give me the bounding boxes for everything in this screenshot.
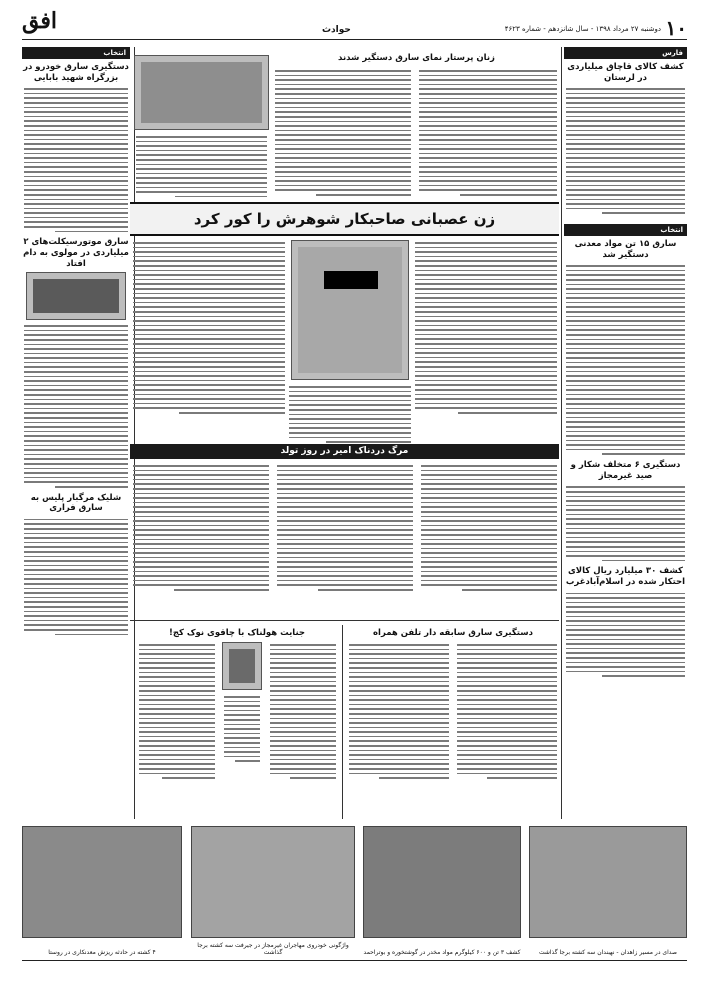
article-body bbox=[275, 463, 415, 593]
article-title: جنایت هولناک با چاقوی نوک کج! bbox=[168, 628, 306, 638]
article-body bbox=[131, 240, 287, 416]
photo-caption: صدای در مسیر زاهدان - نهبندان سه کشته برجا گذاشت bbox=[538, 949, 677, 956]
news-photo bbox=[363, 826, 521, 938]
photo-caption: کشف ۳ تن و ۶۰۰ کیلوگرم مواد مخدر در گوشتخوره و بوتراحمد bbox=[363, 949, 521, 956]
article-title: زنان پرستار نمای سارق دستگیر شدند bbox=[338, 53, 495, 63]
issue-info: دوشنبه ۲۷ مرداد ۱۳۹۸ - سال شانزدهم - شماره ۴۶۲۳ bbox=[504, 25, 661, 33]
news-photo bbox=[134, 55, 269, 130]
article-body bbox=[419, 463, 559, 593]
page-number: ۱۰ bbox=[665, 16, 687, 40]
article-divider bbox=[130, 620, 559, 621]
article-body bbox=[137, 642, 217, 781]
page-header bbox=[22, 8, 687, 40]
news-photo bbox=[191, 826, 355, 938]
article-body bbox=[564, 86, 687, 216]
suspect-photo bbox=[291, 240, 409, 380]
article-body bbox=[268, 642, 338, 781]
column-divider bbox=[342, 625, 343, 819]
victim-photo bbox=[222, 642, 262, 690]
section-tag: انتخاب bbox=[22, 47, 130, 59]
article-body bbox=[417, 68, 559, 198]
photo-card bbox=[22, 826, 182, 956]
news-photo bbox=[22, 826, 182, 938]
article-body bbox=[287, 384, 413, 445]
news-photo bbox=[26, 272, 126, 320]
news-photo bbox=[529, 826, 687, 938]
article-body bbox=[134, 134, 269, 199]
left-column bbox=[22, 47, 130, 819]
article-title: کشف کالای قاچاق میلیاردی در لرستان bbox=[567, 62, 684, 83]
photo-card bbox=[529, 826, 687, 956]
right-column bbox=[564, 47, 687, 819]
article-body bbox=[22, 323, 130, 489]
footer-rule bbox=[22, 960, 687, 961]
article-body bbox=[22, 517, 130, 637]
article-title: دستگیری سارق خودرو در بزرگراه شهید بابایی bbox=[23, 62, 129, 83]
article-body bbox=[131, 463, 271, 593]
article-title: سارق ۱۵ تن مواد معدنی دستگیر شد bbox=[574, 238, 677, 260]
article-body bbox=[455, 642, 559, 781]
article-body bbox=[413, 240, 559, 416]
column-divider bbox=[561, 47, 562, 819]
photo-caption: واژگونی خودروی مهاجران غیرمجاز در جیرفت سه کشته برجا گذاشت bbox=[197, 942, 349, 956]
photo-card bbox=[363, 826, 521, 956]
article-body bbox=[22, 86, 130, 234]
article-body bbox=[347, 642, 451, 781]
article-body bbox=[564, 591, 687, 679]
article-title: کشف ۳۰ میلیارد ریال کالای احتکار شده در اسلام‌آبادغرب bbox=[565, 566, 686, 588]
photo-card bbox=[191, 826, 355, 956]
article-title: سارق موتورسیکلت‌های ۲ میلیاردی در مولوی به دام افتاد bbox=[23, 237, 129, 269]
section-title: حوادث bbox=[322, 25, 351, 35]
article-body bbox=[273, 68, 413, 198]
article-body bbox=[564, 263, 687, 457]
newspaper-logo: افق bbox=[22, 8, 57, 34]
article-body bbox=[564, 484, 687, 563]
article-title: دستگیری ۶ متخلف شکار و صید غیرمجاز bbox=[570, 460, 681, 481]
section-tag: فارس bbox=[564, 47, 687, 59]
section-tag: انتخاب bbox=[564, 224, 687, 236]
eye-censor-bar bbox=[324, 271, 378, 289]
article-title: شلیک مرگبار پلیس به سارق فراری bbox=[30, 492, 122, 514]
photo-caption: ۴ کشته در حادثه ریزش معدنکاری در روستا bbox=[48, 949, 156, 956]
article-body bbox=[222, 694, 262, 764]
main-headline: زن عصبانی صاحبکار شوهرش را کور کرد bbox=[130, 202, 559, 236]
article-title: دستگیری سارق سابقه دار تلفن همراه bbox=[373, 628, 533, 638]
section-headline: مرگ دردناک امیر در روز تولد bbox=[130, 444, 559, 459]
